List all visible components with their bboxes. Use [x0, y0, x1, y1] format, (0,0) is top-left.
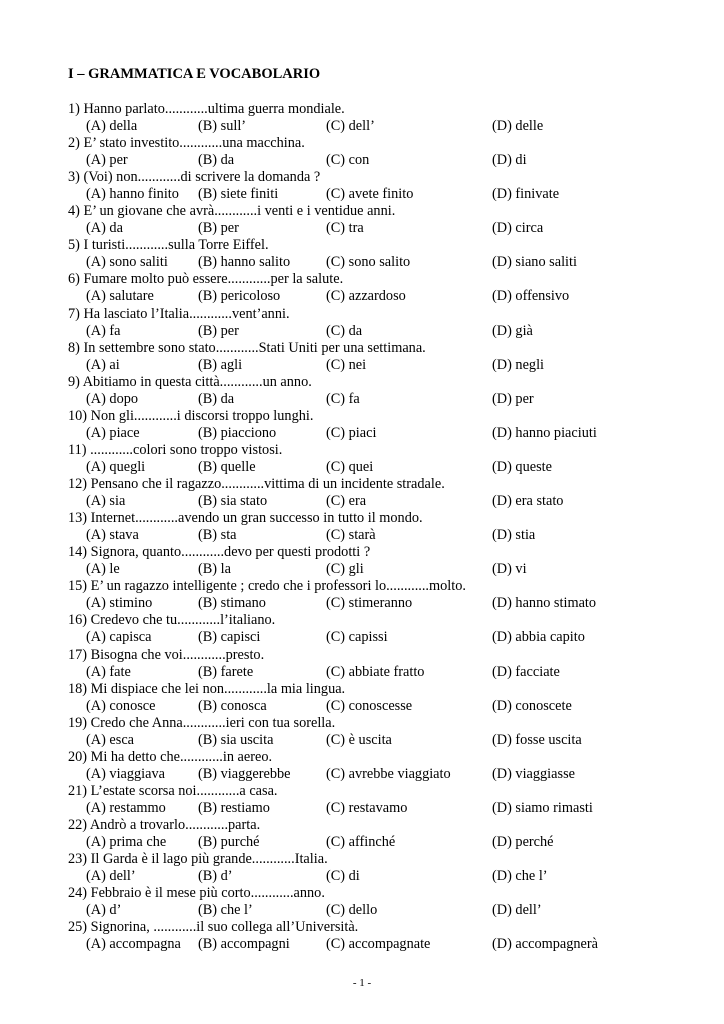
- option-a: (A) fa: [86, 322, 121, 339]
- question-item: [68, 885, 708, 919]
- question-text: 10) Non gli............i discorsi troppo lunghi.: [68, 407, 314, 424]
- answer-options: [68, 527, 708, 544]
- question-text: 8) In settembre sono stato............Stati Uniti per una settimana.: [68, 339, 426, 356]
- question-item: [68, 544, 708, 578]
- question-item: [68, 135, 708, 169]
- option-a: (A) dopo: [86, 390, 139, 407]
- option-c: (C) conoscesse: [326, 697, 413, 714]
- option-b: (B) capisci: [198, 629, 261, 646]
- option-b: (B) sta: [198, 527, 237, 544]
- option-a: (A) d’: [86, 902, 122, 919]
- answer-options: [68, 493, 708, 510]
- question-item: [68, 169, 708, 203]
- option-d: (D) delle: [492, 118, 544, 134]
- option-c: (C) azzardoso: [326, 288, 406, 305]
- option-a: (A) per: [86, 152, 128, 169]
- option-a: (A) fate: [86, 663, 131, 680]
- option-b: (B) quelle: [198, 458, 256, 475]
- option-a: (A) capisca: [86, 629, 152, 646]
- question-text: 7) Ha lasciato l’Italia............vent’anni.: [68, 305, 290, 322]
- option-a: (A) salutare: [86, 288, 154, 305]
- option-c: (C) abbiate fratto: [326, 663, 425, 680]
- question-text: 11) ............colori sono troppo vistosi.: [68, 441, 283, 458]
- option-b: (B) da: [198, 390, 235, 407]
- option-c: (C) accompagnate: [326, 936, 431, 953]
- answer-options: [68, 732, 708, 749]
- question-text: 12) Pensano che il ragazzo............vittima di un incidente stradale.: [68, 476, 445, 493]
- option-c: (C) dell’: [326, 118, 375, 134]
- question-text: 13) Internet............avendo un gran successo in tutto il mondo.: [68, 510, 423, 527]
- answer-options: [68, 936, 708, 953]
- answer-options: [68, 664, 708, 681]
- option-a: (A) stimino: [86, 595, 153, 612]
- option-d: (D) che l’: [492, 868, 548, 885]
- option-d: (D) era stato: [492, 493, 564, 510]
- option-b: (B) farete: [198, 663, 254, 680]
- option-c: (C) quei: [326, 458, 374, 475]
- option-d: (D) facciate: [492, 663, 560, 680]
- question-text: 3) (Voi) non............di scrivere la domanda ?: [68, 169, 321, 186]
- question-item: [68, 612, 708, 646]
- option-a: (A) da: [86, 220, 123, 237]
- option-a: (A) piace: [86, 424, 140, 441]
- option-c: (C) affinché: [326, 833, 396, 850]
- question-text: 21) L’estate scorsa noi............a casa.: [68, 782, 278, 799]
- option-c: (C) fa: [326, 390, 360, 407]
- question-text: 19) Credo che Anna............ieri con tua sorella.: [68, 714, 336, 731]
- question-item: [68, 817, 708, 851]
- option-a: (A) restammo: [86, 799, 166, 816]
- question-item: [68, 681, 708, 715]
- option-a: (A) esca: [86, 731, 135, 748]
- option-b: (B) per: [198, 322, 239, 339]
- answer-options: [68, 323, 708, 340]
- question-text: 18) Mi dispiace che lei non............la mia lingua.: [68, 680, 346, 697]
- question-item: [68, 647, 708, 681]
- answer-options: [68, 357, 708, 374]
- option-b: (B) la: [198, 561, 231, 578]
- option-d: (D) finivate: [492, 186, 560, 203]
- option-d: (D) accompagnerà: [492, 936, 598, 953]
- question-item: [68, 374, 708, 408]
- answer-options: [68, 186, 708, 203]
- answer-options: [68, 766, 708, 783]
- option-d: (D) negli: [492, 356, 545, 373]
- option-b: (B) hanno salito: [198, 254, 291, 271]
- option-b: (B) siete finiti: [198, 186, 279, 203]
- question-text: 25) Signorina, ............il suo collega all’Università.: [68, 919, 359, 936]
- question-text: 9) Abitiamo in questa città............un anno.: [68, 373, 312, 390]
- answer-options: [68, 288, 708, 305]
- option-b: (B) accompagni: [198, 936, 290, 953]
- option-c: (C) restavamo: [326, 799, 408, 816]
- option-d: (D) per: [492, 390, 534, 407]
- answer-options: [68, 391, 708, 408]
- option-d: (D) stia: [492, 527, 536, 544]
- option-c: (C) dello: [326, 902, 378, 919]
- page-number: - 1 -: [352, 977, 372, 989]
- option-b: (B) sia uscita: [198, 731, 274, 748]
- question-item: [68, 749, 708, 783]
- option-d: (D) siano saliti: [492, 254, 577, 271]
- option-d: (D) queste: [492, 458, 552, 475]
- answer-options: [68, 629, 708, 646]
- option-d: (D) abbia capito: [492, 629, 585, 646]
- option-a: (A) le: [86, 561, 120, 578]
- answer-options: [68, 595, 708, 612]
- option-c: (C) gli: [326, 561, 364, 578]
- option-a: (A) quegli: [86, 458, 146, 475]
- option-c: (C) starà: [326, 527, 376, 544]
- question-text: 2) E’ stato investito............una macchina.: [68, 135, 305, 152]
- option-d: (D) hanno piaciuti: [492, 424, 597, 441]
- option-c: (C) nei: [326, 356, 367, 373]
- answer-options: [68, 561, 708, 578]
- option-b: (B) che l’: [198, 902, 253, 919]
- option-a: (A) stava: [86, 527, 139, 544]
- option-d: (D) siamo rimasti: [492, 799, 593, 816]
- answer-options: [68, 220, 708, 237]
- option-b: (B) piacciono: [198, 424, 277, 441]
- option-b: (B) purché: [198, 833, 260, 850]
- question-text: 4) E’ un giovane che avrà............i venti e i ventidue anni.: [68, 203, 396, 220]
- option-c: (C) è uscita: [326, 731, 392, 748]
- option-a: (A) conosce: [86, 697, 156, 714]
- option-d: (D) perché: [492, 833, 554, 850]
- option-b: (B) agli: [198, 356, 243, 373]
- question-text: 20) Mi ha detto che............in aereo.: [68, 748, 273, 765]
- question-item: [68, 510, 708, 544]
- section-title: I – GRAMMATICA E VOCABOLARIO: [68, 66, 321, 82]
- option-c: (C) avete finito: [326, 186, 414, 203]
- answer-options: [68, 118, 708, 135]
- question-text: 5) I turisti............sulla Torre Eiffel.: [68, 237, 269, 254]
- option-c: (C) sono salito: [326, 254, 411, 271]
- answer-options: [68, 152, 708, 169]
- option-b: (B) conosca: [198, 697, 267, 714]
- option-b: (B) pericoloso: [198, 288, 281, 305]
- option-d: (D) vi: [492, 561, 527, 578]
- question-item: [68, 715, 708, 749]
- option-c: (C) di: [326, 868, 360, 885]
- option-c: (C) tra: [326, 220, 364, 237]
- answer-options: [68, 425, 708, 442]
- answer-options: [68, 834, 708, 851]
- option-b: (B) sull’: [198, 118, 247, 134]
- option-c: (C) stimeranno: [326, 595, 413, 612]
- answer-options: [68, 868, 708, 885]
- option-a: (A) ai: [86, 356, 120, 373]
- question-text: 24) Febbraio è il mese più corto............anno.: [68, 885, 325, 902]
- question-item: [68, 101, 708, 135]
- option-b: (B) stimano: [198, 595, 266, 612]
- option-a: (A) viaggiava: [86, 765, 165, 782]
- option-c: (C) capissi: [326, 629, 388, 646]
- option-b: (B) per: [198, 220, 239, 237]
- question-item: [68, 919, 708, 953]
- option-b: (B) restiamo: [198, 799, 270, 816]
- option-b: (B) d’: [198, 868, 233, 885]
- option-d: (D) hanno stimato: [492, 595, 597, 612]
- question-item: [68, 306, 708, 340]
- option-a: (A) accompagna: [86, 936, 181, 953]
- option-d: (D) circa: [492, 220, 544, 237]
- question-item: [68, 783, 708, 817]
- option-a: (A) dell’: [86, 868, 136, 885]
- question-text: 22) Andrò a trovarlo............parta.: [68, 816, 261, 833]
- question-text: 16) Credevo che tu............l’italiano.: [68, 612, 276, 629]
- answer-options: [68, 800, 708, 817]
- question-text: 17) Bisogna che voi............presto.: [68, 646, 265, 663]
- answer-options: [68, 902, 708, 919]
- answer-options: [68, 698, 708, 715]
- option-a: (A) della: [86, 118, 138, 134]
- question-text: 1) Hanno parlato............ultima guerra mondiale.: [68, 101, 345, 117]
- option-a: (A) sono saliti: [86, 254, 168, 271]
- option-d: (D) di: [492, 152, 527, 169]
- question-item: [68, 271, 708, 305]
- question-item: [68, 408, 708, 442]
- option-d: (D) offensivo: [492, 288, 570, 305]
- option-a: (A) sia: [86, 493, 126, 510]
- question-text: 14) Signora, quanto............devo per questi prodotti ?: [68, 544, 371, 561]
- option-c: (C) con: [326, 152, 370, 169]
- question-item: [68, 851, 708, 885]
- answer-options: [68, 254, 708, 271]
- question-list: [68, 101, 708, 953]
- question-item: [68, 340, 708, 374]
- question-item: [68, 476, 708, 510]
- option-c: (C) da: [326, 322, 363, 339]
- option-d: (D) conoscete: [492, 697, 572, 714]
- question-item: [68, 237, 708, 271]
- option-d: (D) viaggiasse: [492, 765, 575, 782]
- option-b: (B) da: [198, 152, 235, 169]
- question-text: 23) Il Garda è il lago più grande............Italia.: [68, 851, 328, 868]
- question-item: [68, 442, 708, 476]
- option-a: (A) hanno finito: [86, 186, 179, 203]
- question-item: [68, 578, 708, 612]
- question-text: 6) Fumare molto può essere............per la salute.: [68, 271, 344, 288]
- answer-options: [68, 459, 708, 476]
- option-d: (D) fosse uscita: [492, 731, 582, 748]
- option-c: (C) piaci: [326, 424, 377, 441]
- option-c: (C) era: [326, 493, 367, 510]
- option-a: (A) prima che: [86, 833, 167, 850]
- option-b: (B) viaggerebbe: [198, 765, 291, 782]
- option-d: (D) già: [492, 322, 533, 339]
- option-b: (B) sia stato: [198, 493, 268, 510]
- option-c: (C) avrebbe viaggiato: [326, 765, 451, 782]
- question-text: 15) E’ un ragazzo intelligente ; credo che i professori lo............molto.: [68, 578, 466, 595]
- question-item: [68, 203, 708, 237]
- option-d: (D) dell’: [492, 902, 542, 919]
